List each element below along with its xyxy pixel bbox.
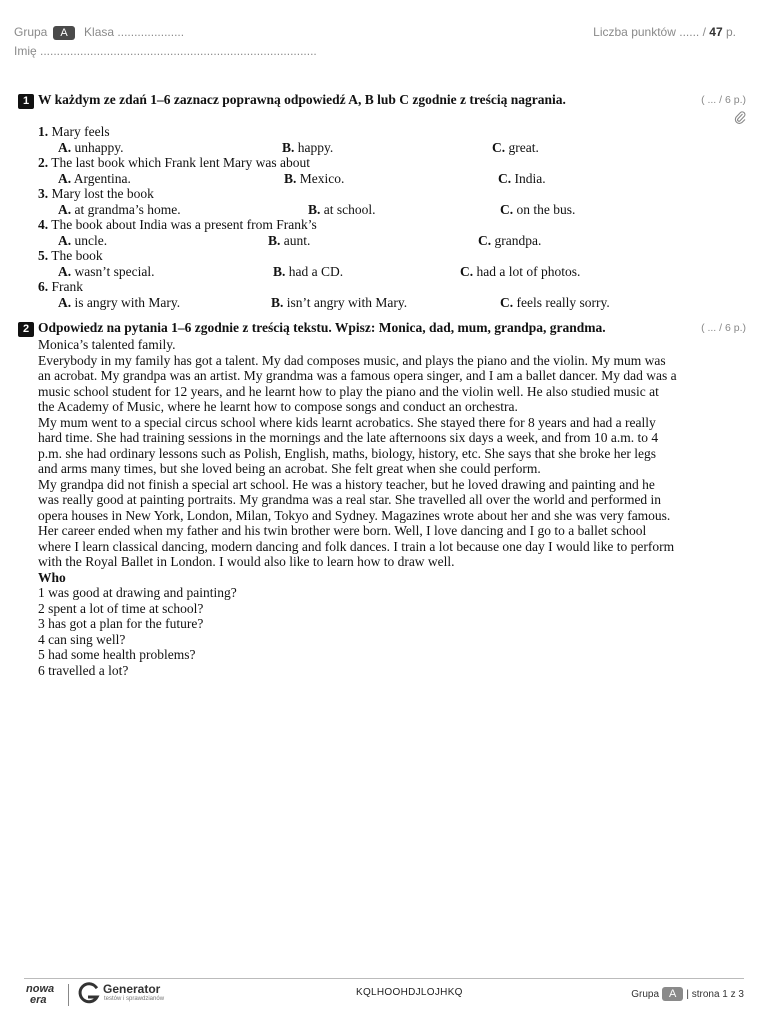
option-c[interactable]: C. on the bus. xyxy=(500,201,576,217)
task-1-question-2 xyxy=(18,155,746,186)
question-text: The book xyxy=(51,248,103,263)
class-label: Klasa xyxy=(84,25,115,39)
question-text: The last book which Frank lent Mary was about xyxy=(51,155,310,170)
option-b[interactable]: B. aunt. xyxy=(268,232,311,248)
header-name-line xyxy=(14,44,317,58)
task-2-instruction: Odpowiedz na pytania 1–6 zgodnie z treścią tekstu. Wpisz: Monica, dad, mum, grandpa, grandma. xyxy=(38,320,606,335)
task-2-points: ( ... / 6 p.) xyxy=(701,322,746,334)
header-group-class-line xyxy=(14,25,184,40)
task-2-header xyxy=(18,320,746,337)
group-badge: A xyxy=(53,26,74,40)
option-b[interactable]: B. had a CD. xyxy=(273,263,344,279)
nowa-era-logo: nowa era xyxy=(26,983,55,1006)
points-summary xyxy=(593,25,736,39)
test-code: KQLHOOHDJLOJHKQ xyxy=(356,987,463,998)
option-c[interactable]: C. India. xyxy=(498,170,546,186)
task-1-instruction: W każdym ze zdań 1–6 zaznacz poprawną odpowiedź A, B lub C zgodnie z treścią nagrania. xyxy=(38,92,566,107)
task-1-question-1 xyxy=(18,124,746,155)
question-text: Mary lost the book xyxy=(51,186,154,201)
points-total: 47 xyxy=(709,25,723,39)
task-number-badge: 1 xyxy=(18,94,34,109)
who-question-4: 4 can sing well? xyxy=(38,631,126,647)
class-dots: .................... xyxy=(117,25,185,39)
option-c[interactable]: C. grandpa. xyxy=(478,232,542,248)
question-number: 3. xyxy=(38,186,49,201)
reading-text xyxy=(38,337,678,678)
footer-divider xyxy=(24,978,744,979)
question-number: 2. xyxy=(38,155,49,170)
group-label: Grupa xyxy=(14,25,48,39)
option-b[interactable]: B. happy. xyxy=(282,139,334,155)
task-1-points: ( ... / 6 p.) xyxy=(701,94,746,106)
generator-logo-text: Generator xyxy=(103,982,161,996)
who-label: Who xyxy=(38,569,66,585)
task-1 xyxy=(18,92,746,310)
option-c[interactable]: C. had a lot of photos. xyxy=(460,263,581,279)
footer-group-badge: A xyxy=(662,987,683,1001)
option-c[interactable]: C. feels really sorry. xyxy=(500,294,610,310)
name-label: Imię xyxy=(14,44,37,58)
text-paragraph-2: My mum went to a special circus school where kids learnt acrobatics. She stayed there for 8 years and had a really hard time. She had training sessions in the mornings and the late afternoons six days a week, and from 10 a.m. to 4 p.m. she had ordinary lessons such as Polish, English, maths, biology, history, etc. She says that she broke her legs and arms many times, but she loved being an acrobat. She felt great when she could perform. xyxy=(38,414,659,476)
text-paragraph-3: My grandpa did not finish a special art school. He was a history teacher, but he loved drawing and painting and he was really good at painting portraits. My grandma was a real star. She travelled all over the world and performed in opera houses in New York, London, Milan, Tokyo and Sydney. Magazines wrote about her and she was very famous. Her career ended when my father and his twin brother were born. Well, I love dancing and I go to a ballet school where I learn classical dancing, modern dancing and folk dances. I train a lot because one day I would like to perform with the Royal Ballet in London. I would also like to learn how to draw well. xyxy=(38,476,675,569)
question-number: 5. xyxy=(38,248,49,263)
option-b[interactable]: B. isn’t angry with Mary. xyxy=(271,294,408,310)
generator-logo-subtitle: testów i sprawdzianów xyxy=(104,996,165,1002)
task-2 xyxy=(18,320,746,678)
footer-group-label: Grupa xyxy=(631,989,660,1000)
task-1-question-5 xyxy=(18,248,746,279)
text-title: Monica’s talented family. xyxy=(38,337,176,352)
page-info xyxy=(631,987,744,1001)
option-a[interactable]: A. is angry with Mary. xyxy=(58,294,181,310)
who-question-1: 1 was good at drawing and painting? xyxy=(38,585,237,600)
task-number-badge: 2 xyxy=(18,322,34,337)
who-question-6: 6 travelled a lot? xyxy=(38,662,129,678)
logo-separator xyxy=(68,984,69,1006)
question-number: 1. xyxy=(38,124,49,139)
generator-logo-icon xyxy=(77,981,101,1012)
question-text: The book about India was a present from Frank’s xyxy=(51,217,317,232)
page-number: | strona 1 z 3 xyxy=(686,989,744,1000)
option-a[interactable]: A. wasn’t special. xyxy=(58,263,155,279)
who-question-3: 3 has got a plan for the future? xyxy=(38,616,204,631)
option-b[interactable]: B. Mexico. xyxy=(284,170,345,186)
option-a[interactable]: A. at grandma’s home. xyxy=(58,201,181,217)
task-1-question-3 xyxy=(18,186,746,217)
points-sep: / xyxy=(702,25,706,39)
question-text: Frank xyxy=(51,279,83,294)
points-label: Liczba punktów xyxy=(593,25,676,39)
who-question-2: 2 spent a lot of time at school? xyxy=(38,600,204,616)
task-1-header xyxy=(18,92,746,109)
option-a[interactable]: A. unhappy. xyxy=(58,139,124,155)
option-b[interactable]: B. at school. xyxy=(308,201,376,217)
points-dots: ...... xyxy=(679,25,700,39)
question-number: 4. xyxy=(38,217,49,232)
paperclip-icon[interactable] xyxy=(734,110,746,128)
points-unit: p. xyxy=(725,25,736,39)
question-number: 6. xyxy=(38,279,49,294)
task-1-question-4 xyxy=(18,217,746,248)
question-text: Mary feels xyxy=(51,124,110,139)
task-1-question-6 xyxy=(18,279,746,310)
option-a[interactable]: A. Argentina. xyxy=(58,170,131,186)
option-a[interactable]: A. uncle. xyxy=(58,232,108,248)
text-paragraph-1: Everybody in my family has got a talent. My dad composes music, and plays the piano and the violin. My mum was an acrobat. My grandpa was an artist. My grandma was a famous opera singer, and I am a ballet dancer. My dad was a music school student for 12 years, and he learnt how to play the piano and the violin well. He also studied music at the Academy of Music, where he learnt how to compose songs and conduct an orchestra. xyxy=(38,352,677,414)
option-c[interactable]: C. great. xyxy=(492,139,539,155)
name-dots: ................................................................................... xyxy=(40,44,317,58)
who-question-5: 5 had some health problems? xyxy=(38,647,196,662)
